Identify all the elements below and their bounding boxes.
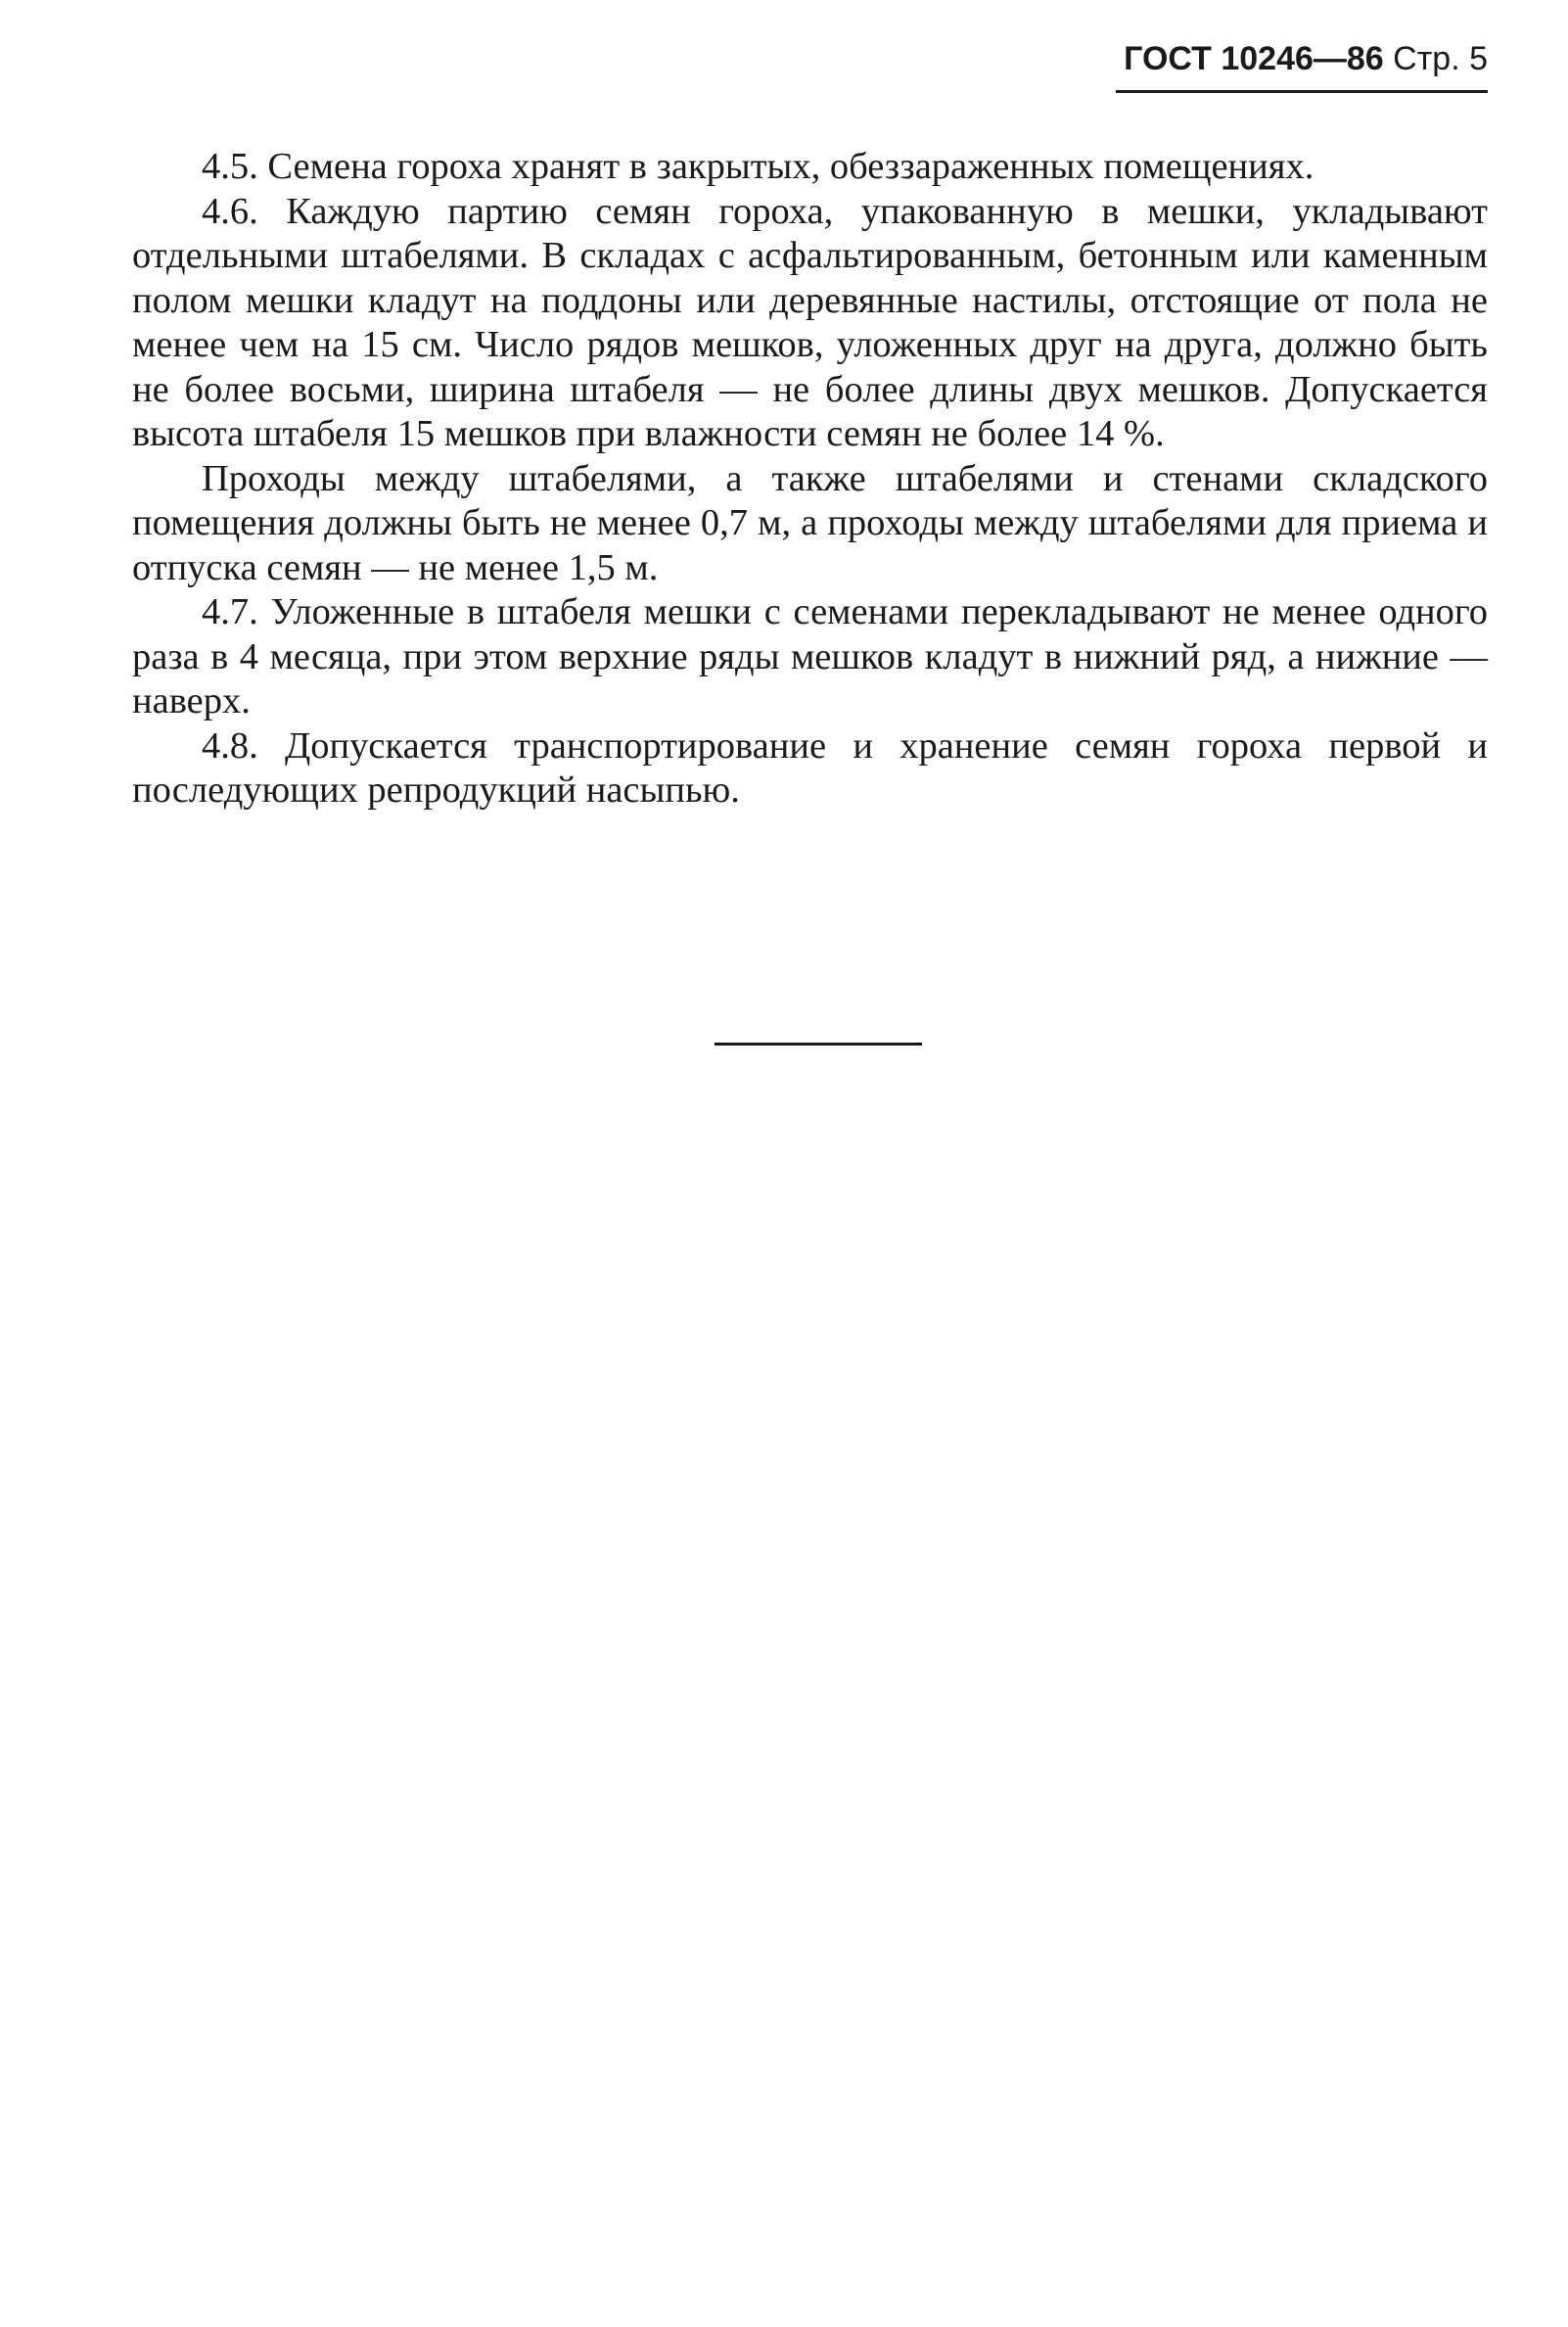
document-body xyxy=(132,145,1488,814)
paragraph-4-5: 4.5. Семена гороха хранят в закрытых, обеззараженных помещениях. xyxy=(202,146,1314,187)
paragraph-4-7: 4.7. Уложенные в штабеля мешки с семенами перекладывают не менее одного раза в 4 месяца, при этом верхние ряды мешков кладут в нижний ряд, а нижние — наверх. xyxy=(132,591,1488,721)
paragraph-passages: Проходы между штабелями, а также штабелями и стенами складского помещения должны быть не менее 0,7 м, а проходы между штабелями для приема и отпуска семян — не менее 1,5 м. xyxy=(132,457,1488,588)
page-header xyxy=(1116,39,1488,78)
end-divider xyxy=(715,1043,922,1046)
standard-number: ГОСТ 10246—86 xyxy=(1124,40,1384,77)
paragraph-4-6: 4.6. Каждую партию семян гороха, упакованную в мешки, укладывают отдельными штабелями. В складах с асфальтированным, бетонным или каменным полом мешки кладут на поддоны или деревянные настилы, отстоящие от пола не менее чем на 15 см. Число рядов мешков, уложенных друг на друга, должно быть не более восьми, ширина штабеля — не более длины двух мешков. Допускается высота штабеля 15 мешков при влажности семян не более 14 %. xyxy=(132,190,1488,454)
paragraph-4-8: 4.8. Допускается транспортирование и хранение семян гороха первой и последующих репродукций насыпью. xyxy=(132,724,1488,811)
header-divider xyxy=(1116,90,1488,93)
page-number: Стр. 5 xyxy=(1393,40,1488,77)
